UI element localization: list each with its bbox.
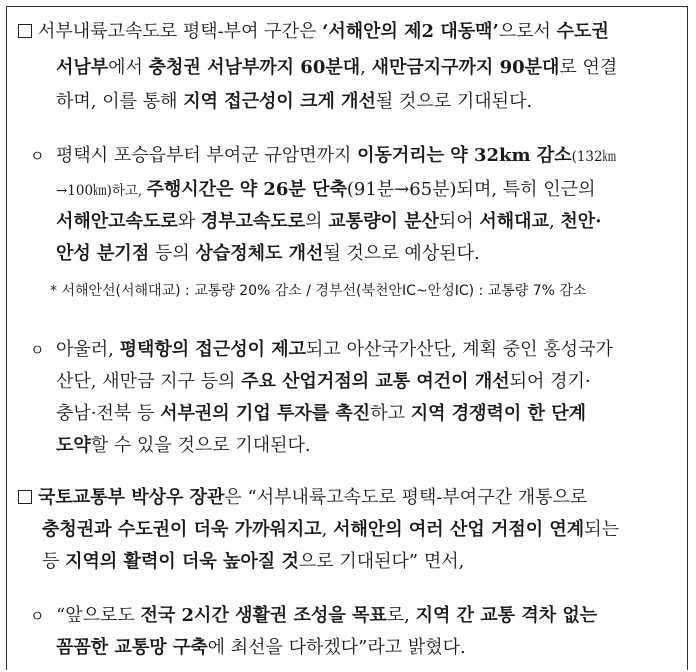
paragraph-4-line-2: 충청권과 수도권이 더욱 가까워지고, 서해안의 여러 산업 거점이 연계되는 <box>42 519 619 540</box>
paragraph-2-line-1: 평택시 포승읍부터 부여군 규암면까지 이동거리는 약 32km 감소(132㎞ <box>56 145 617 166</box>
paragraph-2-line-3: 서해안고속도로와 경부고속도로의 교통량이 분산되어 서해대교, 천안· <box>56 211 602 232</box>
circle-bullet-icon: ㅇ <box>30 607 45 625</box>
circle-bullet-icon: ㅇ <box>30 147 45 165</box>
traffic-note: * 서해안선(서해대교) : 교통량 20% 감소 / 경부선(북천안IC~안성IC) : 교통량 7% 감소 <box>50 283 587 299</box>
paragraph-1-line-2: 서남부에서 충청권 서남부까지 60분대, 새만금지구까지 90분대로 연결 <box>56 57 618 78</box>
paragraph-4-line-1: 국토교통부 박상우 장관은 “서부내륙고속도로 평택-부여구간 개통으로 <box>18 486 587 510</box>
square-bullet-icon <box>18 24 32 38</box>
paragraph-3-line-3: 충남·전북 등 서부권의 기업 투자를 촉진하고 지역 경쟁력이 한 단계 <box>56 403 586 424</box>
paragraph-5-line-2: 꼼꼼한 교통망 구축에 최선을 다하겠다”라고 밝혔다. <box>56 637 466 658</box>
paragraph-4-line-3: 등 지역의 활력이 더욱 높아질 것으로 기대된다” 면서, <box>42 551 465 572</box>
circle-bullet-icon: ㅇ <box>30 341 45 359</box>
square-bullet-icon <box>18 490 32 504</box>
paragraph-2-line-2: →100㎞)하고, 주행시간은 약 26분 단축(91분→65분)되며, 특히 인근의 <box>56 179 596 200</box>
paragraph-5-line-1: “앞으로도 전국 2시간 생활권 조성을 목표로, 지역 간 교통 격차 없는 <box>56 605 598 626</box>
paragraph-2-line-4: 안성 분기점 등의 상습정체도 개선될 것으로 예상된다. <box>56 243 480 264</box>
paragraph-1-line-3: 하며, 이를 통해 지역 접근성이 크게 개선될 것으로 기대된다. <box>56 91 533 112</box>
paragraph-3-line-4: 도약할 수 있을 것으로 기대된다. <box>56 435 311 456</box>
paragraph-1-line-1: 서부내륙고속도로 평택-부여 구간은 ‘서해안의 제2 대동맥’으로서 수도권 <box>18 20 609 44</box>
paragraph-3-line-2: 산단, 새만금 지구 등의 주요 산업거점의 교통 여건이 개선되어 경기· <box>56 371 591 392</box>
paragraph-3-line-1: 아울러, 평택항의 접근성이 제고되고 아산국가산단, 계획 중인 홍성국가 <box>56 339 613 360</box>
